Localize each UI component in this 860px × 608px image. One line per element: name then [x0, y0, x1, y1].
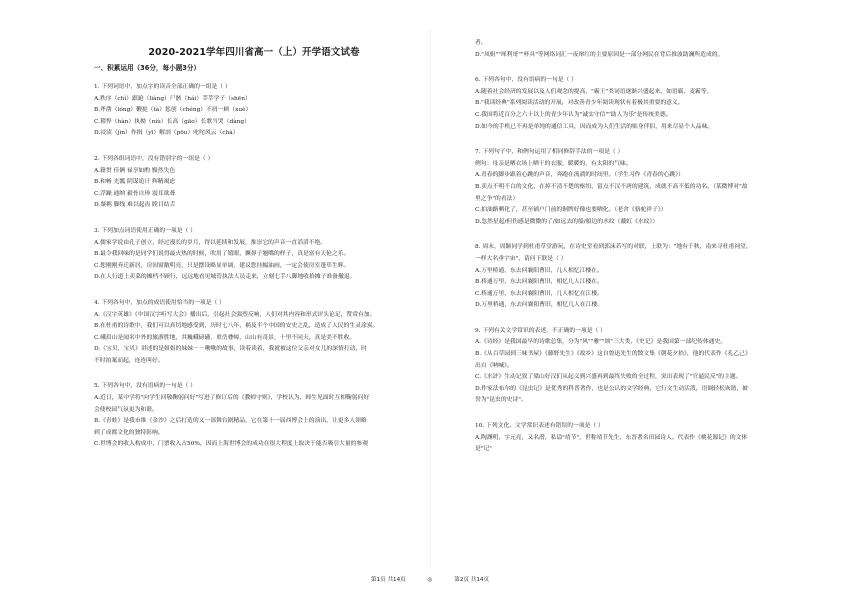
question-line: B.最令我回味的是同学们说得最火热的时候，吹用了嬉眼、撅鼻子翘嘴的样子，真是富有天伦之乐。 [94, 251, 350, 258]
question-line: A.《汉字英雄》《中国汉字听写大会》播出后，引起社会强烈反响，人们对其内容和形式评头论足，赞赏有加。 [94, 311, 376, 318]
question-stem: 7. 下列句子中，和例句运用了相同修辞手法的一项是（ ） [475, 149, 624, 156]
question-line: A.陶渊明，字元亮，又名潜，私谥"靖节"，世称靖节先生，东晋著名田园诗人。代表作《桃花源记》的文体 [475, 434, 748, 441]
exam-title: 2020-2021学年四川省高一（上）开学语文试卷 [148, 47, 360, 58]
page-number-left: 第1页 共14页 [370, 577, 406, 583]
question-line: 不时拍案而起，连连叫好。 [94, 357, 164, 364]
question-block [475, 326, 793, 407]
question-line: D.万里桥通，东去问襄阳曹旧，相忆几人在江楼。 [475, 302, 604, 309]
question-line: C.拍油路晒化了，甚至铺户门前的铜牌好像也要晒化。（老舍《骆驼祥子》） [475, 207, 667, 214]
question-line: B.在杜甫的诗歌中，我们可以真切地感受到，历时七八年、祸及半个中国的安史之乱，造成了人民的生灵涂炭。 [94, 323, 379, 330]
question-line: 一样大名垂宇宙"，请问下联是（ ） [475, 255, 567, 262]
question-line: A.青春的脚步跟着心跳的声音，奔跑在流淌的时间里。（学生习作《青春的心跳》） [475, 172, 684, 179]
page-number-right: 第2页 共14页 [454, 577, 490, 583]
question-line: 例句：母亲是晒衣场上晒干的衣服，暖暖的，有太阳的气味。 [475, 160, 632, 167]
question-line: D.浸渍（jìn）作揖（yī）解剖（pōu）叱咤风云（chà） [94, 130, 239, 137]
question-line: A.万里桥通，东去问襄阳曹旧，几人相忆江楼在。 [475, 267, 603, 274]
question-line: B."我读经典"系列阅读活动的开展，对改善青少年阅读现状有着极其重要的意义。 [475, 100, 684, 107]
question-block [475, 242, 793, 312]
question-line: A.《诗经》是我国最早的诗歌总集，分为"风""雅""颂"三大类，《史记》是我国第一部纪传体通史。 [475, 339, 727, 346]
question-line: A.儒家学说由孔子创立，经过漫长的岁月，得以延续和发展，推崇它的声音一直滔滔不绝。 [94, 239, 327, 246]
question-line: C.我国将近百分之六十以上的青少年认为"诚实守信""助人为乐"是传统美德。 [475, 111, 672, 118]
question-line: C.桥通万里，东去问襄阳曹旧，几人相忆在江楼。 [475, 290, 603, 297]
left-column [94, 38, 414, 465]
page-separator-icon: ◎ [427, 577, 433, 583]
question-block [94, 82, 414, 140]
question-block [94, 298, 414, 368]
question-stem: 10. 下列文化、文学常识表述有错误的一项是（ ） [475, 423, 604, 430]
question-line: A.近日，某中学将"向学生回敬鞠躬问好"写进了修订后的《教师守则》，学校认为，师生见面时互相鞠躬问好 [94, 395, 370, 402]
question-line: B.桥通万里，东去问襄阳曹旧，相忆几人江楼在。 [475, 279, 603, 286]
page-footer [0, 575, 860, 583]
question-stem: 8. 周末，周颖同学到杜甫草堂游玩，在诗史堂看到郭沫若写的对联，上联为："地有千秋，南来寻杜甫祠堂， [475, 244, 752, 251]
section-heading: 一、积累运用（36分，每小题3分） [94, 64, 201, 72]
right-question-list [475, 38, 793, 456]
question-block [94, 381, 414, 451]
question-line: C.您刚刚弃迁新居，房间窗敞明亮，只是摆设略显单调，建议您挂幅油画，一定会使房室蓬荜生辉。 [94, 262, 350, 269]
question-block [94, 226, 414, 284]
question-line: 誉为"昆虫的史诗"。 [475, 397, 527, 404]
question-line: 出自《呐喊》。 [475, 362, 513, 369]
question-line: 里之争"的看法） [475, 195, 519, 202]
question-line: D.忽然星起/但伤感是微微的了/如远去的船/船边的水纹（戴虹《水纹》） [475, 218, 659, 225]
question-stem: 1. 下列词语中，加点字的读音全部正确的一组是（ ） [94, 84, 231, 90]
question-line: C.《水浒》生动记叙了梁山好汉们从起义到兴盛再到最终失败的全过程，突出表现了"官逼民反"的主题。 [475, 374, 742, 381]
question-stem: 5. 下列各句中，没有语病的一句是（ ） [94, 383, 196, 390]
question-block [475, 75, 793, 133]
question-stem: 2. 下列各组词语中，没有错别字的一组是（ ） [94, 155, 214, 162]
left-question-list [94, 82, 414, 451]
question-line: D.在人行道上卖菜的摊档不顾行，远远地看见城管执法人员走来，立刻七手八脚地收拾摊子准备撤退。 [94, 274, 356, 281]
question-stem: 者。 [475, 40, 487, 46]
question-line: A.籍贯 佳俩 禄享如酌 黯然失色 [94, 167, 176, 174]
question-line: C.世博会的收入构成中，门票收入占50%，因而上海世博会的成功在很大程度上取决于能否吸引大量的参观 [94, 441, 369, 448]
question-line: D.作家法布尔的《昆虫记》是优秀的科普著作，也是公认的文学经典，它行文生动活泼，语调轻松诙谐，被 [475, 385, 748, 392]
question-stem: 6. 下列各句中，没有语病的一句是（ ） [475, 77, 577, 84]
question-line: D.如今的手机已不再是单纯的通信工具，因而成为人们生活的贴身伴侣，用来尽显个人品味。 [475, 123, 714, 130]
question-stem: 3. 下列加点词语使用正确的一项是（ ） [94, 227, 196, 234]
question-line: D.粲羁 脚线 难以起齿 瞠目结舌 [94, 202, 176, 209]
right-column [475, 38, 793, 470]
question-block [475, 421, 793, 456]
question-block [475, 147, 793, 228]
question-line: C.浮躁 通纳 毅骨自珍 震耳欲聋 [94, 190, 176, 197]
right-page [427, 0, 860, 608]
question-line: A.随着社会经济的发展以及人们观念的提高，"霸王"类词语逐渐兴盛起来，如语霸、麦霸等。 [475, 88, 713, 95]
question-stem: 4. 下列各句中，加点的成语使用恰当的一项是（ ） [94, 299, 225, 306]
question-line: B.和畅 光瓢 阴谋诡计 辉精竭虑 [94, 179, 176, 186]
question-block [475, 38, 793, 61]
question-line: C.稽悍（hàn）执拗（niù）长高（gāo）长歌当哭（dàng） [94, 118, 250, 125]
question-line: C.峨眉山是闻名中外的旅游胜地，其巍峨磅礴，重峦叠嶂，山山有奇景，十里不同天，真是美不胜收。 [94, 334, 356, 341]
question-block [94, 154, 414, 212]
question-stem: 9. 下列有关文学常识的表述，不正确的一项是（ ） [475, 327, 606, 334]
question-line: B.卖点不明不白的文化，在掉不清不楚的枢纽，留点不汉不唐的建筑，成就不高不低的功名。（某微博对"故 [475, 183, 748, 190]
question-line: 会使校园气氛更为和谐。 [94, 406, 158, 413]
question-line: A.秩序（chì）跟跄（liàng）尸骸（hái）莘莘学子（shēn） [94, 95, 251, 102]
question-line: B.斧凿（lóng）鞭挞（tà）惩创（chéng）不屑一顾（xuè） [94, 107, 252, 114]
question-line: 到了成都文化的独特影响。 [94, 429, 164, 436]
question-line: B.《青蛙》是我市推《金沙》之后打造的又一部舞台剧精品，它在第十一届西博会上的演出，让更多人领略 [94, 418, 367, 425]
question-line: 是"记" [475, 446, 492, 453]
question-line: D.《宝贝，宝贝》讲述的是姐姐的妹妹－－啾啾的故事，读着读着，我就被这位父亲对女儿的深情打动，时 [94, 346, 367, 353]
question-line: B.《从百草园到三味书屋》《藤野先生》《故乡》这自鲁迅先生的散文集《朝花夕拾》，他的代表作《孔乙己》 [475, 351, 751, 358]
question-line: D."凤姐""犀利哥""杯具"等网络词汇一夜窜红的主要原因是一部分网民在背后推波助澜所造成的。 [475, 51, 724, 58]
